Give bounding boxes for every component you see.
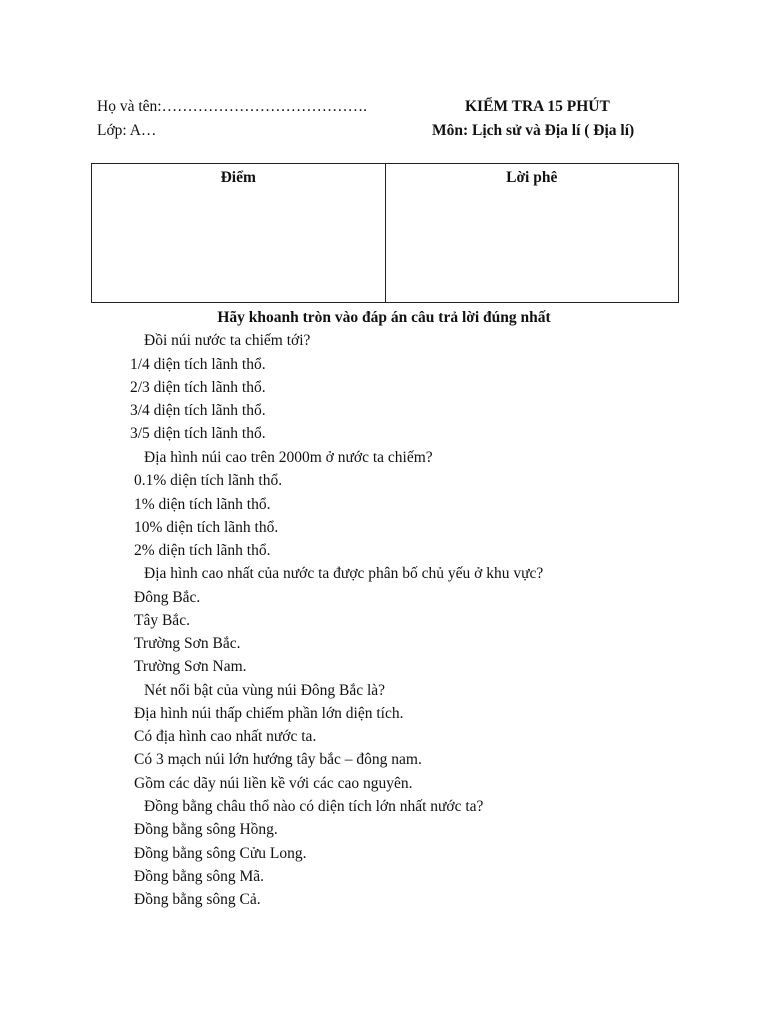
- question-2-option-b[interactable]: 1% diện tích lãnh thổ.: [134, 496, 271, 513]
- question-2: Địa hình núi cao trên 2000m ở nước ta chiếm?: [144, 449, 433, 466]
- question-3-option-c[interactable]: Trường Sơn Bắc.: [134, 635, 241, 652]
- question-4-option-c[interactable]: Có 3 mạch núi lớn hướng tây bắc – đông nam.: [134, 751, 422, 768]
- question-5-option-c[interactable]: Đồng bằng sông Mã.: [134, 868, 265, 885]
- question-1-option-c[interactable]: 3/4 diện tích lãnh thổ.: [130, 402, 266, 419]
- question-5: Đồng bằng châu thổ nào có diện tích lớn nhất nước ta?: [144, 798, 484, 815]
- question-2-option-c[interactable]: 10% diện tích lãnh thổ.: [134, 519, 279, 536]
- question-4-option-b[interactable]: Có địa hình cao nhất nước ta.: [134, 728, 317, 745]
- question-4: Nét nổi bật của vùng núi Đông Bắc là?: [144, 682, 386, 699]
- instruction: Hãy khoanh tròn vào đáp án câu trả lời đúng nhất: [217, 309, 551, 326]
- question-5-option-b[interactable]: Đồng bằng sông Cửu Long.: [134, 845, 307, 862]
- question-3-option-a[interactable]: Đông Bắc.: [134, 589, 201, 606]
- question-3-option-b[interactable]: Tây Bắc.: [134, 612, 190, 629]
- class-label: Lớp: A…: [97, 122, 157, 139]
- question-4-option-a[interactable]: Địa hình núi thấp chiếm phần lớn diện tích.: [134, 705, 404, 722]
- question-5-option-a[interactable]: Đồng bằng sông Hồng.: [134, 821, 278, 838]
- score-cell: [92, 164, 385, 302]
- question-5-option-d[interactable]: Đồng bằng sông Cả.: [134, 891, 261, 908]
- exam-title: KIỂM TRA 15 PHÚT: [465, 98, 610, 115]
- question-1-option-b[interactable]: 2/3 diện tích lãnh thổ.: [130, 379, 266, 396]
- question-3-option-d[interactable]: Trường Sơn Nam.: [134, 658, 247, 675]
- comment-cell: [385, 164, 679, 302]
- question-1: Đồi núi nước ta chiếm tới?: [144, 332, 311, 349]
- question-3: Địa hình cao nhất của nước ta được phân bố chủ yếu ở khu vực?: [144, 565, 544, 582]
- subject-label: Môn: Lịch sử và Địa lí ( Địa lí): [432, 122, 635, 139]
- question-1-option-d[interactable]: 3/5 diện tích lãnh thổ.: [130, 425, 266, 442]
- question-2-option-a[interactable]: 0.1% diện tích lãnh thổ.: [134, 472, 283, 489]
- question-4-option-d[interactable]: Gồm các dãy núi liền kề với các cao nguyên.: [134, 775, 413, 792]
- question-2-option-d[interactable]: 2% diện tích lãnh thổ.: [134, 542, 271, 559]
- score-header: Điểm: [220, 169, 256, 186]
- student-name-label: Họ và tên:………………………………….: [97, 98, 367, 115]
- question-1-option-a[interactable]: 1/4 diện tích lãnh thổ.: [130, 356, 266, 373]
- grade-table: [91, 163, 679, 303]
- comment-header: Lời phê: [506, 169, 558, 186]
